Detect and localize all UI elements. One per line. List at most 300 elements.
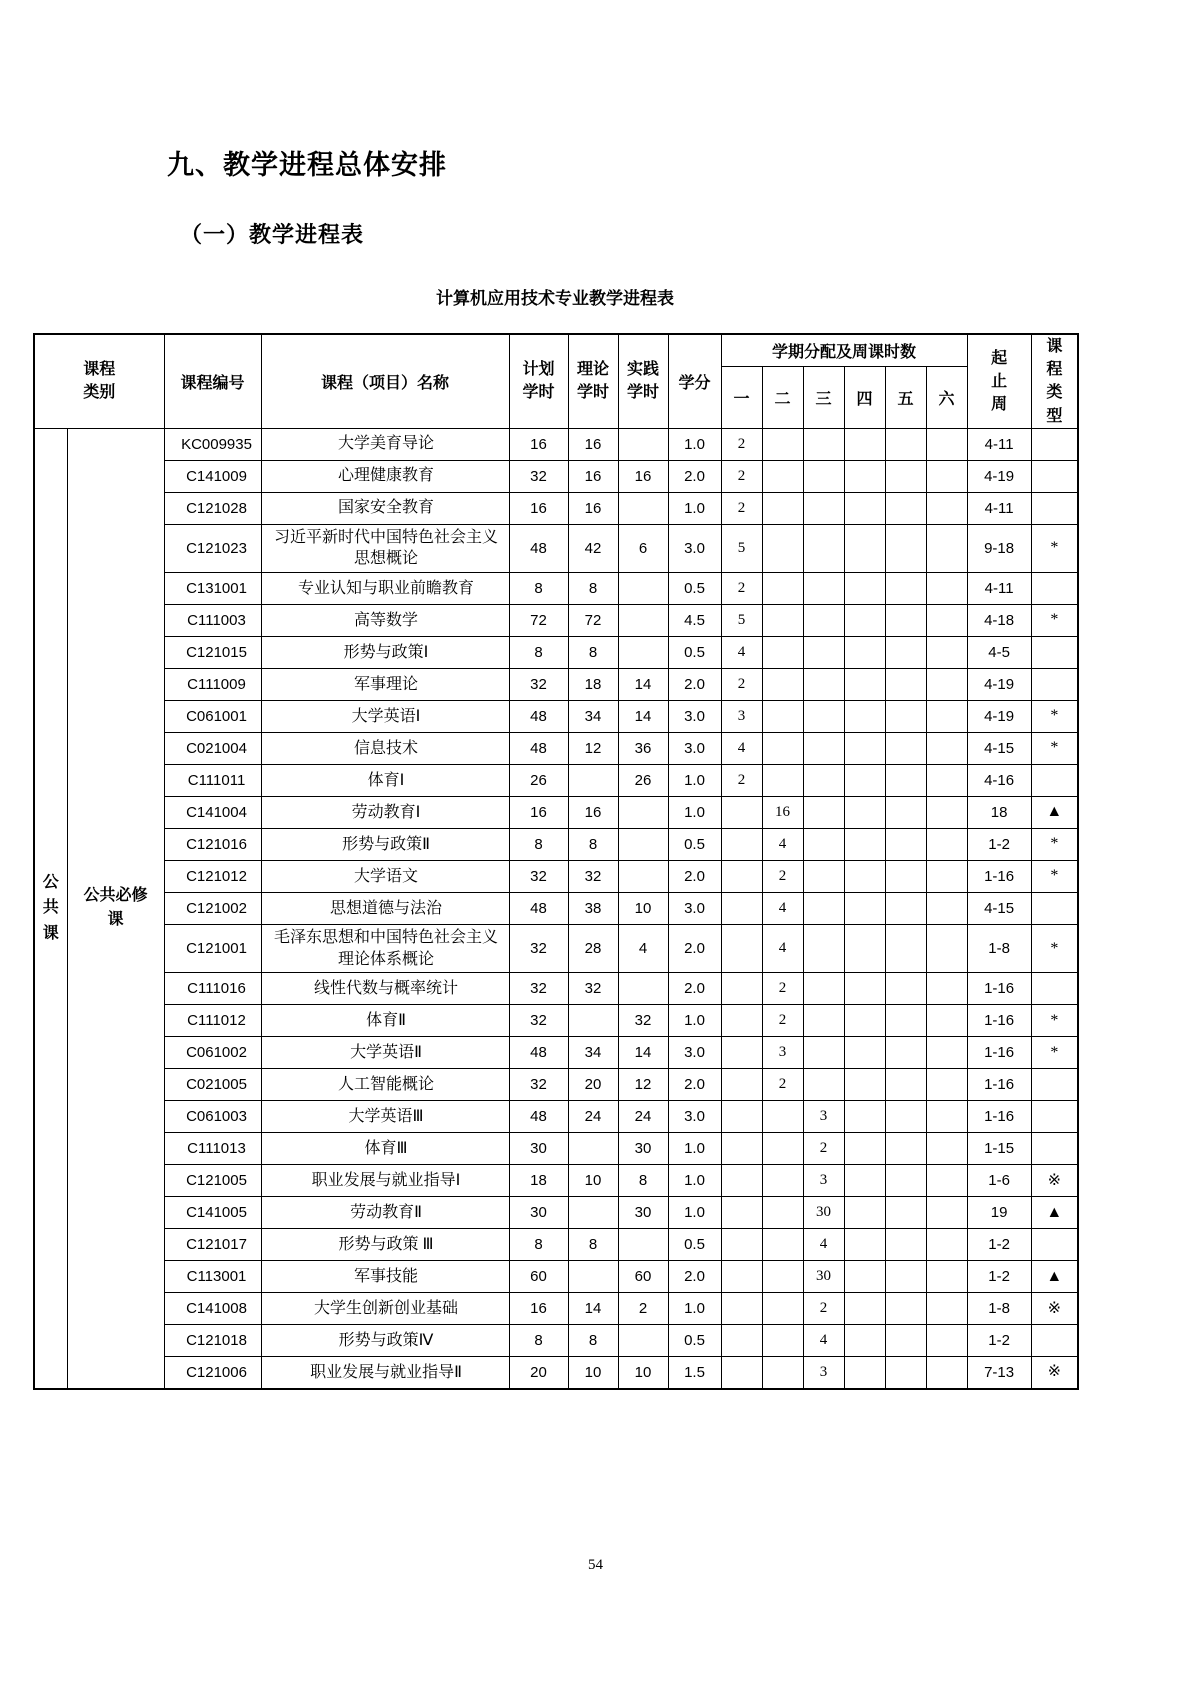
table-row bbox=[34, 1069, 1078, 1101]
theory-hours-cell: 16 bbox=[568, 428, 618, 460]
semester-6-cell bbox=[926, 1197, 967, 1229]
weeks-cell: 4-5 bbox=[967, 636, 1031, 668]
planned-hours-cell: 32 bbox=[509, 1069, 568, 1101]
header-weeks: 起止周 bbox=[967, 334, 1031, 428]
semester-5-cell bbox=[885, 924, 926, 972]
credits-cell: 1.0 bbox=[668, 764, 721, 796]
course-name-cell: 毛泽东思想和中国特色社会主义理论体系概论 bbox=[261, 924, 509, 972]
theory-hours-cell: 20 bbox=[568, 1069, 618, 1101]
curriculum-table bbox=[33, 333, 1079, 1390]
semester-6-cell bbox=[926, 636, 967, 668]
course-code-cell: C121005 bbox=[164, 1165, 261, 1197]
semester-6-cell bbox=[926, 1293, 967, 1325]
semester-1-cell bbox=[721, 1261, 762, 1293]
theory-hours-cell: 12 bbox=[568, 732, 618, 764]
header-semester-6: 六 bbox=[926, 367, 967, 428]
credits-cell: 1.0 bbox=[668, 1197, 721, 1229]
semester-5-cell bbox=[885, 1037, 926, 1069]
course-code-cell: C121015 bbox=[164, 636, 261, 668]
theory-hours-cell: 10 bbox=[568, 1357, 618, 1389]
semester-3-cell bbox=[803, 700, 844, 732]
credits-cell: 3.0 bbox=[668, 1101, 721, 1133]
course-name-cell: 体育Ⅰ bbox=[261, 764, 509, 796]
table-header bbox=[34, 334, 1078, 428]
semester-2-cell bbox=[762, 764, 803, 796]
semester-5-cell bbox=[885, 1325, 926, 1357]
course-code-cell: C131001 bbox=[164, 572, 261, 604]
semester-5-cell bbox=[885, 1165, 926, 1197]
credits-cell: 3.0 bbox=[668, 700, 721, 732]
semester-6-cell bbox=[926, 924, 967, 972]
table-row bbox=[34, 524, 1078, 572]
semester-5-cell bbox=[885, 732, 926, 764]
semester-2-cell bbox=[762, 700, 803, 732]
course-type-cell bbox=[1031, 1229, 1078, 1261]
table-row bbox=[34, 1165, 1078, 1197]
semester-4-cell bbox=[844, 460, 885, 492]
header-course-name: 课程（项目）名称 bbox=[261, 334, 509, 428]
credits-cell: 1.0 bbox=[668, 1133, 721, 1165]
planned-hours-cell: 16 bbox=[509, 428, 568, 460]
semester-2-cell bbox=[762, 572, 803, 604]
course-type-cell bbox=[1031, 1101, 1078, 1133]
semester-5-cell bbox=[885, 460, 926, 492]
planned-hours-cell: 32 bbox=[509, 860, 568, 892]
semester-6-cell bbox=[926, 764, 967, 796]
weeks-cell: 4-11 bbox=[967, 428, 1031, 460]
semester-3-cell bbox=[803, 572, 844, 604]
planned-hours-cell: 32 bbox=[509, 1005, 568, 1037]
semester-5-cell bbox=[885, 973, 926, 1005]
planned-hours-cell: 16 bbox=[509, 1293, 568, 1325]
semester-1-cell bbox=[721, 892, 762, 924]
course-name-cell: 信息技术 bbox=[261, 732, 509, 764]
weeks-cell: 4-11 bbox=[967, 492, 1031, 524]
theory-hours-cell: 8 bbox=[568, 828, 618, 860]
credits-cell: 1.5 bbox=[668, 1357, 721, 1389]
course-code-cell: C141008 bbox=[164, 1293, 261, 1325]
course-type-cell: * bbox=[1031, 860, 1078, 892]
semester-6-cell bbox=[926, 492, 967, 524]
course-code-cell: C141005 bbox=[164, 1197, 261, 1229]
practice-hours-cell bbox=[618, 428, 668, 460]
semester-5-cell bbox=[885, 1261, 926, 1293]
semester-4-cell bbox=[844, 668, 885, 700]
weeks-cell: 1-6 bbox=[967, 1165, 1031, 1197]
semester-5-cell bbox=[885, 828, 926, 860]
practice-hours-cell: 8 bbox=[618, 1165, 668, 1197]
semester-5-cell bbox=[885, 1069, 926, 1101]
credits-cell: 2.0 bbox=[668, 668, 721, 700]
semester-3-cell: 2 bbox=[803, 1293, 844, 1325]
table-row bbox=[34, 1357, 1078, 1389]
weeks-cell: 1-2 bbox=[967, 1261, 1031, 1293]
table-row bbox=[34, 1037, 1078, 1069]
course-name-cell: 大学生创新创业基础 bbox=[261, 1293, 509, 1325]
category-public-required-course: 公共必修课 bbox=[67, 428, 164, 1388]
semester-1-cell: 2 bbox=[721, 668, 762, 700]
practice-hours-cell: 10 bbox=[618, 1357, 668, 1389]
course-type-cell: * bbox=[1031, 524, 1078, 572]
theory-hours-cell bbox=[568, 1133, 618, 1165]
planned-hours-cell: 30 bbox=[509, 1197, 568, 1229]
semester-4-cell bbox=[844, 860, 885, 892]
semester-6-cell bbox=[926, 1101, 967, 1133]
credits-cell: 3.0 bbox=[668, 732, 721, 764]
practice-hours-cell: 24 bbox=[618, 1101, 668, 1133]
semester-3-cell: 4 bbox=[803, 1229, 844, 1261]
semester-5-cell bbox=[885, 1101, 926, 1133]
theory-hours-cell: 24 bbox=[568, 1101, 618, 1133]
semester-5-cell bbox=[885, 860, 926, 892]
semester-3-cell bbox=[803, 636, 844, 668]
semester-1-cell: 2 bbox=[721, 572, 762, 604]
weeks-cell: 1-16 bbox=[967, 1069, 1031, 1101]
semester-1-cell bbox=[721, 1037, 762, 1069]
semester-4-cell bbox=[844, 1069, 885, 1101]
course-name-cell: 习近平新时代中国特色社会主义思想概论 bbox=[261, 524, 509, 572]
planned-hours-cell: 20 bbox=[509, 1357, 568, 1389]
theory-hours-cell bbox=[568, 764, 618, 796]
weeks-cell: 1-2 bbox=[967, 1325, 1031, 1357]
credits-cell: 2.0 bbox=[668, 460, 721, 492]
semester-3-cell bbox=[803, 828, 844, 860]
semester-5-cell bbox=[885, 428, 926, 460]
practice-hours-cell bbox=[618, 636, 668, 668]
semester-1-cell bbox=[721, 796, 762, 828]
course-type-cell bbox=[1031, 1133, 1078, 1165]
theory-hours-cell: 34 bbox=[568, 700, 618, 732]
semester-6-cell bbox=[926, 1357, 967, 1389]
semester-4-cell bbox=[844, 1005, 885, 1037]
credits-cell: 0.5 bbox=[668, 636, 721, 668]
course-type-cell: ※ bbox=[1031, 1293, 1078, 1325]
semester-5-cell bbox=[885, 764, 926, 796]
semester-2-cell bbox=[762, 668, 803, 700]
theory-hours-cell: 16 bbox=[568, 796, 618, 828]
practice-hours-cell bbox=[618, 604, 668, 636]
semester-5-cell bbox=[885, 796, 926, 828]
course-code-cell: C113001 bbox=[164, 1261, 261, 1293]
course-type-cell: ※ bbox=[1031, 1357, 1078, 1389]
semester-1-cell: 4 bbox=[721, 636, 762, 668]
header-semester-1: 一 bbox=[721, 367, 762, 428]
semester-2-cell bbox=[762, 636, 803, 668]
course-type-cell: * bbox=[1031, 828, 1078, 860]
course-type-cell: * bbox=[1031, 700, 1078, 732]
semester-4-cell bbox=[844, 604, 885, 636]
planned-hours-cell: 8 bbox=[509, 636, 568, 668]
course-type-cell: * bbox=[1031, 1037, 1078, 1069]
course-code-cell: C111003 bbox=[164, 604, 261, 636]
course-name-cell: 形势与政策Ⅰ bbox=[261, 636, 509, 668]
planned-hours-cell: 32 bbox=[509, 668, 568, 700]
semester-6-cell bbox=[926, 732, 967, 764]
semester-1-cell bbox=[721, 860, 762, 892]
practice-hours-cell: 10 bbox=[618, 892, 668, 924]
course-type-cell: * bbox=[1031, 1005, 1078, 1037]
credits-cell: 4.5 bbox=[668, 604, 721, 636]
semester-5-cell bbox=[885, 1197, 926, 1229]
weeks-cell: 7-13 bbox=[967, 1357, 1031, 1389]
weeks-cell: 1-16 bbox=[967, 1005, 1031, 1037]
planned-hours-cell: 60 bbox=[509, 1261, 568, 1293]
semester-2-cell: 2 bbox=[762, 860, 803, 892]
planned-hours-cell: 8 bbox=[509, 828, 568, 860]
course-name-cell: 大学语文 bbox=[261, 860, 509, 892]
semester-2-cell: 2 bbox=[762, 1005, 803, 1037]
semester-1-cell: 5 bbox=[721, 524, 762, 572]
practice-hours-cell bbox=[618, 796, 668, 828]
semester-1-cell: 4 bbox=[721, 732, 762, 764]
table-title: 计算机应用技术专业教学进程表 bbox=[436, 289, 674, 308]
semester-2-cell bbox=[762, 1101, 803, 1133]
semester-3-cell bbox=[803, 732, 844, 764]
theory-hours-cell: 10 bbox=[568, 1165, 618, 1197]
semester-1-cell: 3 bbox=[721, 700, 762, 732]
semester-3-cell bbox=[803, 796, 844, 828]
semester-3-cell bbox=[803, 973, 844, 1005]
semester-4-cell bbox=[844, 1197, 885, 1229]
table-row bbox=[34, 1325, 1078, 1357]
header-semester-3: 三 bbox=[803, 367, 844, 428]
semester-1-cell bbox=[721, 828, 762, 860]
semester-2-cell bbox=[762, 1197, 803, 1229]
course-code-cell: C121001 bbox=[164, 924, 261, 972]
credits-cell: 1.0 bbox=[668, 1165, 721, 1197]
planned-hours-cell: 8 bbox=[509, 1229, 568, 1261]
weeks-cell: 1-8 bbox=[967, 924, 1031, 972]
theory-hours-cell: 8 bbox=[568, 572, 618, 604]
planned-hours-cell: 48 bbox=[509, 700, 568, 732]
semester-4-cell bbox=[844, 764, 885, 796]
table-row bbox=[34, 1133, 1078, 1165]
semester-2-cell bbox=[762, 1165, 803, 1197]
semester-3-cell bbox=[803, 1005, 844, 1037]
semester-5-cell bbox=[885, 524, 926, 572]
theory-hours-cell: 8 bbox=[568, 1229, 618, 1261]
theory-hours-cell bbox=[568, 1005, 618, 1037]
semester-3-cell bbox=[803, 604, 844, 636]
practice-hours-cell bbox=[618, 1229, 668, 1261]
header-theory-hours: 理论学时 bbox=[568, 334, 618, 428]
course-code-cell: C121006 bbox=[164, 1357, 261, 1389]
semester-2-cell bbox=[762, 732, 803, 764]
course-type-cell bbox=[1031, 636, 1078, 668]
semester-2-cell: 2 bbox=[762, 1069, 803, 1101]
semester-2-cell bbox=[762, 1325, 803, 1357]
weeks-cell: 1-2 bbox=[967, 1229, 1031, 1261]
semester-1-cell: 2 bbox=[721, 492, 762, 524]
semester-1-cell: 2 bbox=[721, 460, 762, 492]
weeks-cell: 1-16 bbox=[967, 860, 1031, 892]
theory-hours-cell: 16 bbox=[568, 460, 618, 492]
practice-hours-cell bbox=[618, 492, 668, 524]
course-code-cell: C121018 bbox=[164, 1325, 261, 1357]
semester-6-cell bbox=[926, 700, 967, 732]
course-type-cell bbox=[1031, 492, 1078, 524]
semester-2-cell bbox=[762, 1261, 803, 1293]
practice-hours-cell: 26 bbox=[618, 764, 668, 796]
planned-hours-cell: 32 bbox=[509, 924, 568, 972]
table-row bbox=[34, 828, 1078, 860]
credits-cell: 0.5 bbox=[668, 572, 721, 604]
theory-hours-cell: 32 bbox=[568, 973, 618, 1005]
semester-3-cell bbox=[803, 892, 844, 924]
credits-cell: 1.0 bbox=[668, 428, 721, 460]
table-row bbox=[34, 1229, 1078, 1261]
practice-hours-cell: 36 bbox=[618, 732, 668, 764]
semester-4-cell bbox=[844, 700, 885, 732]
course-name-cell: 专业认知与职业前瞻教育 bbox=[261, 572, 509, 604]
course-name-cell: 思想道德与法治 bbox=[261, 892, 509, 924]
weeks-cell: 18 bbox=[967, 796, 1031, 828]
credits-cell: 2.0 bbox=[668, 1261, 721, 1293]
credits-cell: 3.0 bbox=[668, 892, 721, 924]
course-name-cell: 线性代数与概率统计 bbox=[261, 973, 509, 1005]
planned-hours-cell: 48 bbox=[509, 732, 568, 764]
course-type-cell bbox=[1031, 460, 1078, 492]
semester-4-cell bbox=[844, 828, 885, 860]
semester-5-cell bbox=[885, 492, 926, 524]
course-type-cell: * bbox=[1031, 604, 1078, 636]
practice-hours-cell: 16 bbox=[618, 460, 668, 492]
semester-4-cell bbox=[844, 492, 885, 524]
table-row bbox=[34, 796, 1078, 828]
semester-3-cell: 4 bbox=[803, 1325, 844, 1357]
semester-6-cell bbox=[926, 572, 967, 604]
semester-3-cell bbox=[803, 764, 844, 796]
semester-5-cell bbox=[885, 668, 926, 700]
semester-2-cell bbox=[762, 1229, 803, 1261]
semester-2-cell bbox=[762, 460, 803, 492]
credits-cell: 3.0 bbox=[668, 1037, 721, 1069]
course-name-cell: 高等数学 bbox=[261, 604, 509, 636]
semester-6-cell bbox=[926, 1229, 967, 1261]
semester-2-cell: 16 bbox=[762, 796, 803, 828]
planned-hours-cell: 72 bbox=[509, 604, 568, 636]
semester-4-cell bbox=[844, 1133, 885, 1165]
practice-hours-cell bbox=[618, 1325, 668, 1357]
theory-hours-cell: 32 bbox=[568, 860, 618, 892]
planned-hours-cell: 32 bbox=[509, 460, 568, 492]
semester-3-cell: 2 bbox=[803, 1133, 844, 1165]
course-type-cell bbox=[1031, 428, 1078, 460]
semester-3-cell bbox=[803, 524, 844, 572]
course-type-cell: ▲ bbox=[1031, 796, 1078, 828]
semester-1-cell: 5 bbox=[721, 604, 762, 636]
semester-2-cell: 4 bbox=[762, 892, 803, 924]
course-name-cell: 军事理论 bbox=[261, 668, 509, 700]
semester-6-cell bbox=[926, 1261, 967, 1293]
weeks-cell: 4-11 bbox=[967, 572, 1031, 604]
weeks-cell: 4-15 bbox=[967, 892, 1031, 924]
semester-4-cell bbox=[844, 732, 885, 764]
credits-cell: 2.0 bbox=[668, 973, 721, 1005]
semester-6-cell bbox=[926, 460, 967, 492]
semester-4-cell bbox=[844, 1325, 885, 1357]
course-code-cell: C121017 bbox=[164, 1229, 261, 1261]
table-row bbox=[34, 1293, 1078, 1325]
course-code-cell: C121012 bbox=[164, 860, 261, 892]
course-code-cell: C121028 bbox=[164, 492, 261, 524]
course-type-cell bbox=[1031, 1069, 1078, 1101]
header-course-code: 课程编号 bbox=[164, 334, 261, 428]
semester-6-cell bbox=[926, 860, 967, 892]
course-name-cell: 职业发展与就业指导Ⅱ bbox=[261, 1357, 509, 1389]
course-name-cell: 体育Ⅱ bbox=[261, 1005, 509, 1037]
planned-hours-cell: 48 bbox=[509, 524, 568, 572]
theory-hours-cell: 8 bbox=[568, 636, 618, 668]
practice-hours-cell: 4 bbox=[618, 924, 668, 972]
semester-1-cell bbox=[721, 1165, 762, 1197]
course-code-cell: C111009 bbox=[164, 668, 261, 700]
practice-hours-cell: 14 bbox=[618, 700, 668, 732]
course-name-cell: 心理健康教育 bbox=[261, 460, 509, 492]
semester-3-cell: 3 bbox=[803, 1101, 844, 1133]
course-type-cell bbox=[1031, 572, 1078, 604]
semester-6-cell bbox=[926, 1037, 967, 1069]
planned-hours-cell: 8 bbox=[509, 1325, 568, 1357]
semester-4-cell bbox=[844, 973, 885, 1005]
course-type-cell bbox=[1031, 668, 1078, 700]
practice-hours-cell: 30 bbox=[618, 1197, 668, 1229]
semester-5-cell bbox=[885, 1133, 926, 1165]
credits-cell: 0.5 bbox=[668, 828, 721, 860]
semester-1-cell bbox=[721, 1325, 762, 1357]
credits-cell: 0.5 bbox=[668, 1229, 721, 1261]
semester-1-cell bbox=[721, 973, 762, 1005]
theory-hours-cell: 8 bbox=[568, 1325, 618, 1357]
planned-hours-cell: 48 bbox=[509, 892, 568, 924]
semester-2-cell: 3 bbox=[762, 1037, 803, 1069]
course-type-cell: ▲ bbox=[1031, 1197, 1078, 1229]
course-code-cell: C111012 bbox=[164, 1005, 261, 1037]
semester-4-cell bbox=[844, 1229, 885, 1261]
course-type-cell bbox=[1031, 764, 1078, 796]
theory-hours-cell bbox=[568, 1261, 618, 1293]
semester-6-cell bbox=[926, 1005, 967, 1037]
semester-4-cell bbox=[844, 1037, 885, 1069]
weeks-cell: 1-16 bbox=[967, 1101, 1031, 1133]
planned-hours-cell: 8 bbox=[509, 572, 568, 604]
course-code-cell: C141009 bbox=[164, 460, 261, 492]
theory-hours-cell: 14 bbox=[568, 1293, 618, 1325]
semester-6-cell bbox=[926, 524, 967, 572]
semester-3-cell: 30 bbox=[803, 1197, 844, 1229]
table-row bbox=[34, 1197, 1078, 1229]
course-code-cell: C121023 bbox=[164, 524, 261, 572]
weeks-cell: 4-19 bbox=[967, 700, 1031, 732]
course-name-cell: 职业发展与就业指导Ⅰ bbox=[261, 1165, 509, 1197]
header-semester-group: 学期分配及周课时数 bbox=[721, 334, 967, 367]
weeks-cell: 9-18 bbox=[967, 524, 1031, 572]
semester-2-cell: 2 bbox=[762, 973, 803, 1005]
theory-hours-cell: 42 bbox=[568, 524, 618, 572]
weeks-cell: 4-19 bbox=[967, 668, 1031, 700]
theory-hours-cell: 38 bbox=[568, 892, 618, 924]
category-public-course: 公共课 bbox=[34, 428, 67, 1388]
table-row bbox=[34, 1101, 1078, 1133]
course-name-cell: 大学英语Ⅲ bbox=[261, 1101, 509, 1133]
weeks-cell: 1-2 bbox=[967, 828, 1031, 860]
table-row bbox=[34, 572, 1078, 604]
semester-6-cell bbox=[926, 892, 967, 924]
practice-hours-cell: 14 bbox=[618, 668, 668, 700]
semester-2-cell bbox=[762, 492, 803, 524]
course-code-cell: C141004 bbox=[164, 796, 261, 828]
semester-4-cell bbox=[844, 796, 885, 828]
